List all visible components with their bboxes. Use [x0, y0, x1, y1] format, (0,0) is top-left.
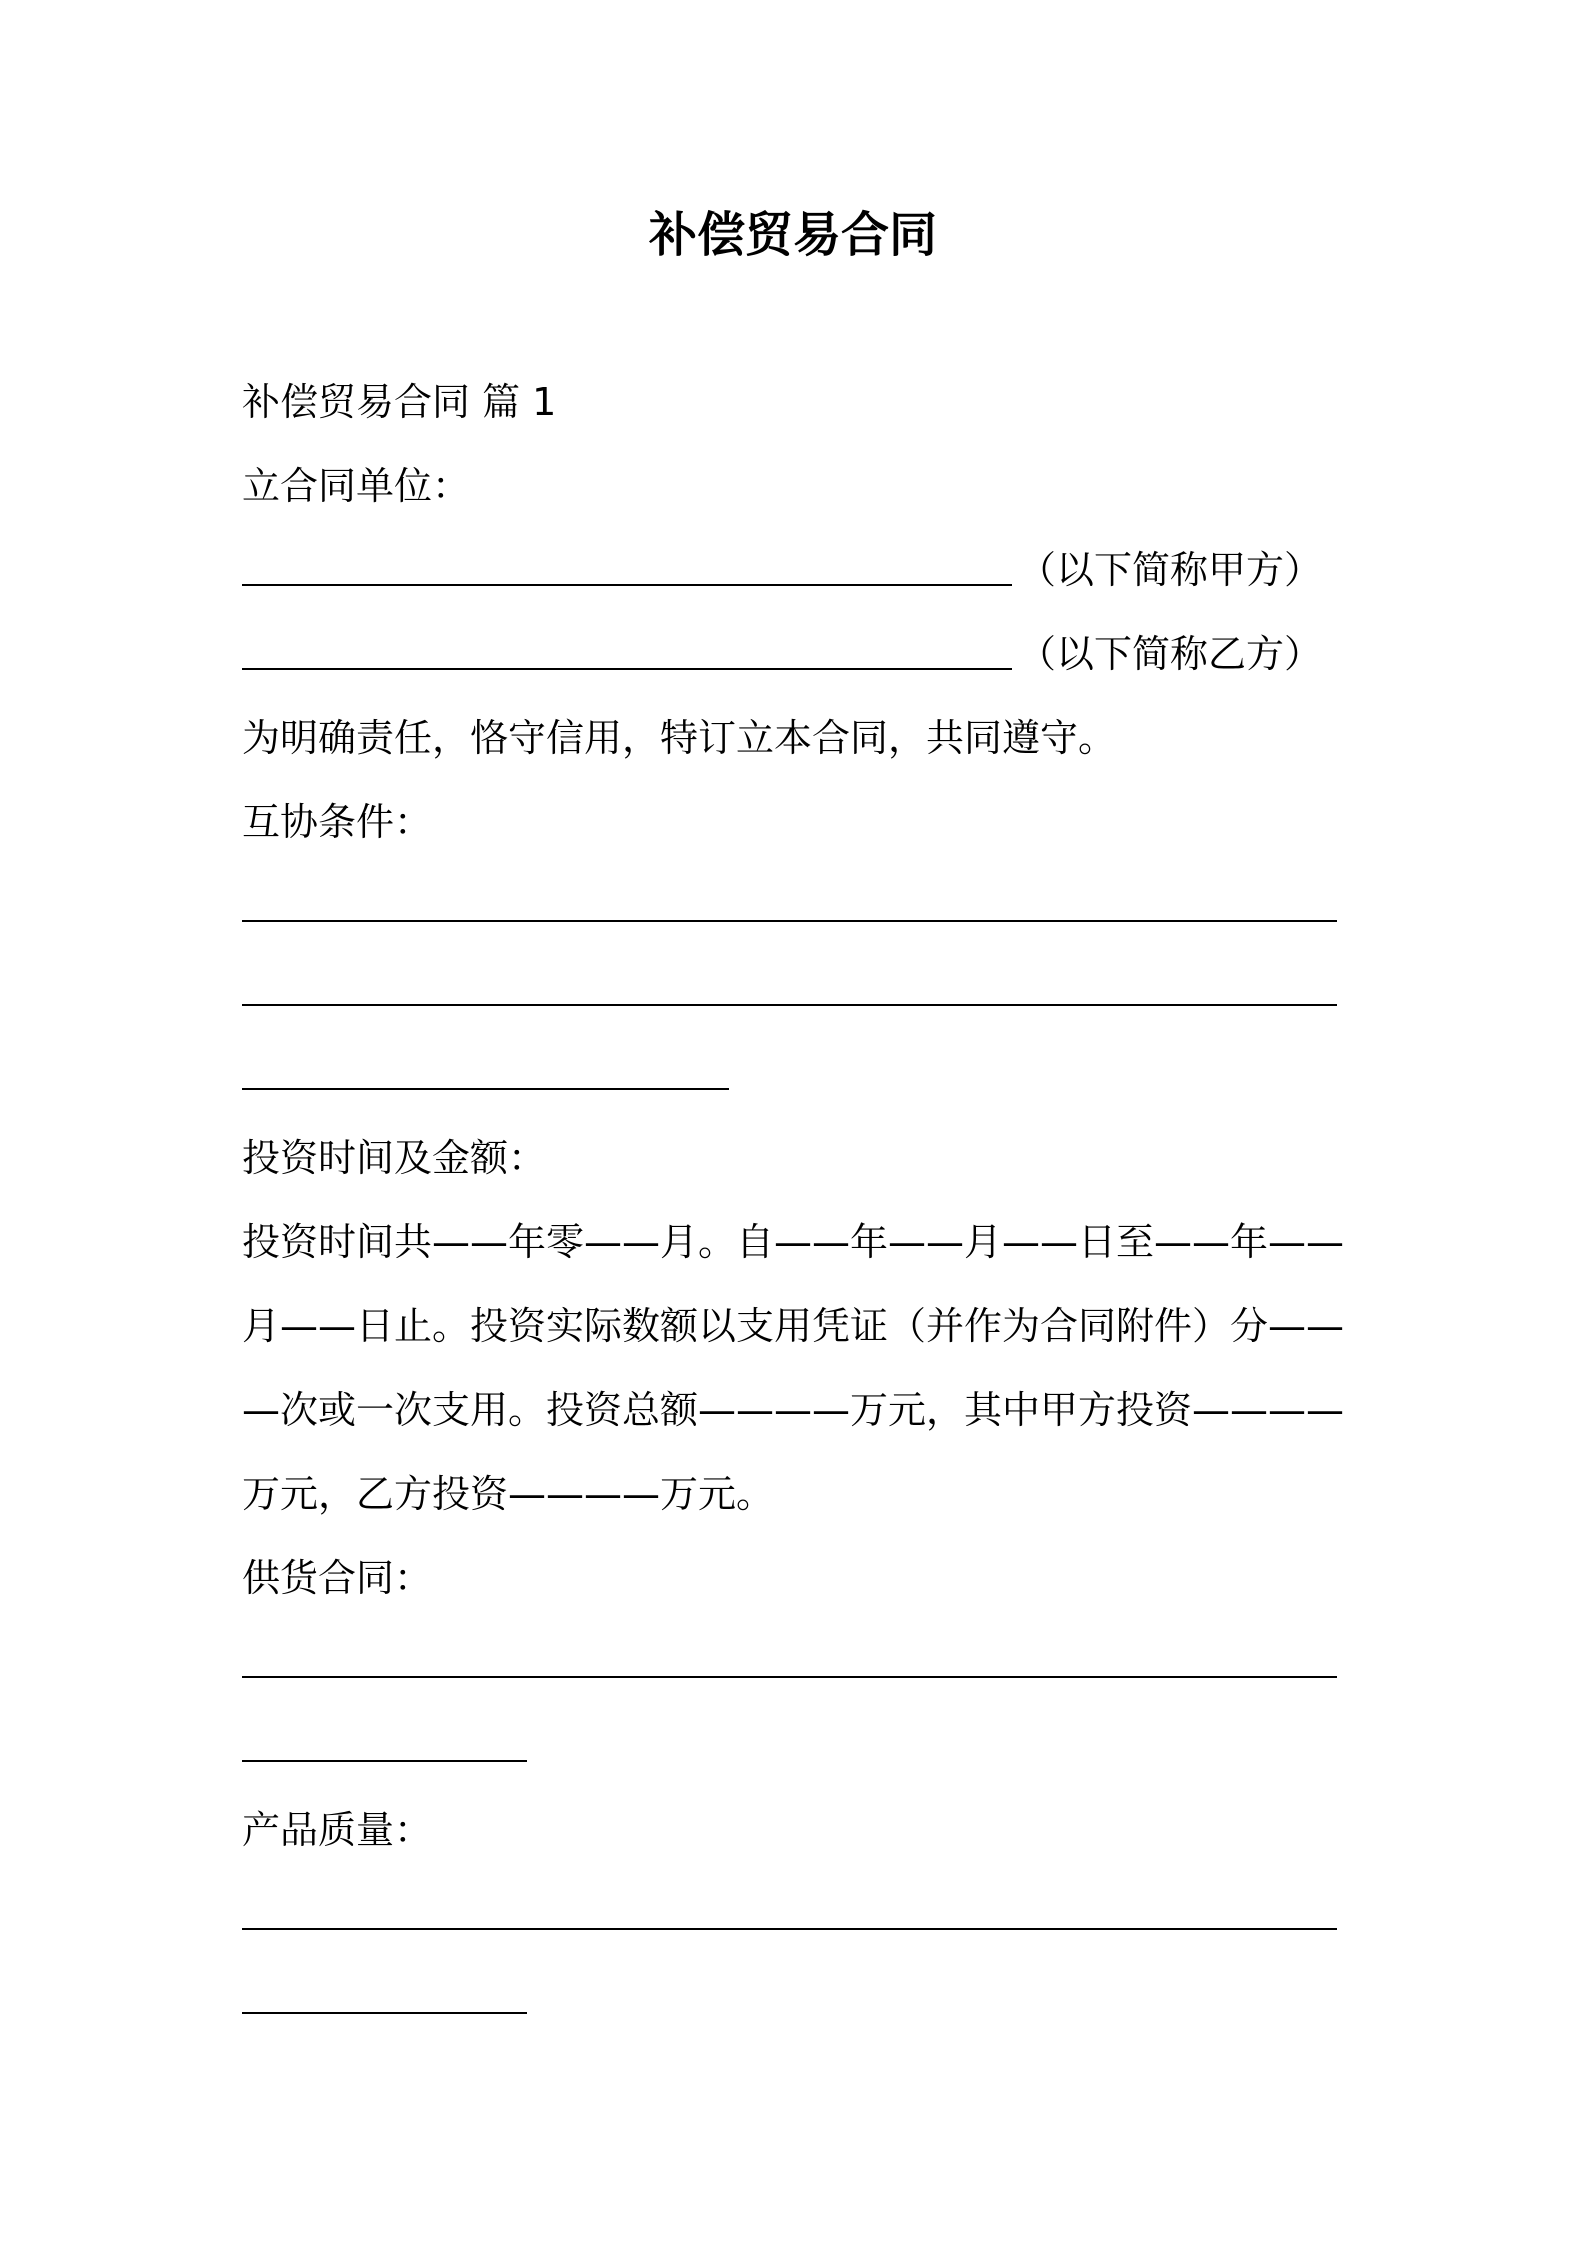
blank-line — [242, 2012, 527, 2014]
investment-label: 投资时间及金额： — [242, 1136, 547, 1180]
investment-text-line-3: —次或一次支用。投资总额————万元，其中甲方投资———— — [242, 1388, 1345, 1432]
blank-line — [242, 920, 1337, 922]
mutual-conditions-label: 互协条件： — [242, 800, 433, 844]
mutual-conditions-blank-3 — [242, 1044, 1342, 1104]
parties-label: 立合同单位： — [242, 464, 471, 508]
product-quality-blank-2 — [242, 1968, 1342, 2028]
section-heading: 补偿贸易合同 篇 1 — [242, 380, 557, 424]
document-title: 补偿贸易合同 — [648, 207, 937, 263]
supply-contract-label: 供货合同： — [242, 1556, 433, 1600]
product-quality-blank-1 — [242, 1884, 1342, 1944]
investment-text-line-4: 万元，乙方投资————万元。 — [242, 1472, 775, 1516]
investment-text-line-2: 月——日止。投资实际数额以支用凭证（并作为合同附件）分—— — [242, 1304, 1345, 1348]
party-b-row — [242, 624, 1323, 684]
party-a-blank — [242, 584, 1012, 586]
blank-line — [242, 1088, 729, 1090]
party-b-suffix: （以下简称乙方） — [1018, 632, 1323, 676]
investment-text-line-1: 投资时间共——年零——月。自——年——月——日至——年—— — [242, 1220, 1345, 1264]
party-a-row — [242, 540, 1323, 600]
supply-contract-blank-2 — [242, 1716, 1342, 1776]
blank-line — [242, 1004, 1337, 1006]
supply-contract-blank-1 — [242, 1632, 1342, 1692]
blank-line — [242, 1676, 1337, 1678]
mutual-conditions-blank-1 — [242, 876, 1342, 936]
product-quality-label: 产品质量： — [242, 1808, 433, 1852]
party-a-suffix: （以下简称甲方） — [1018, 548, 1323, 592]
preamble: 为明确责任，恪守信用，特订立本合同，共同遵守。 — [242, 716, 1117, 760]
blank-line — [242, 1928, 1337, 1930]
party-b-blank — [242, 668, 1012, 670]
mutual-conditions-blank-2 — [242, 960, 1342, 1020]
blank-line — [242, 1760, 527, 1762]
